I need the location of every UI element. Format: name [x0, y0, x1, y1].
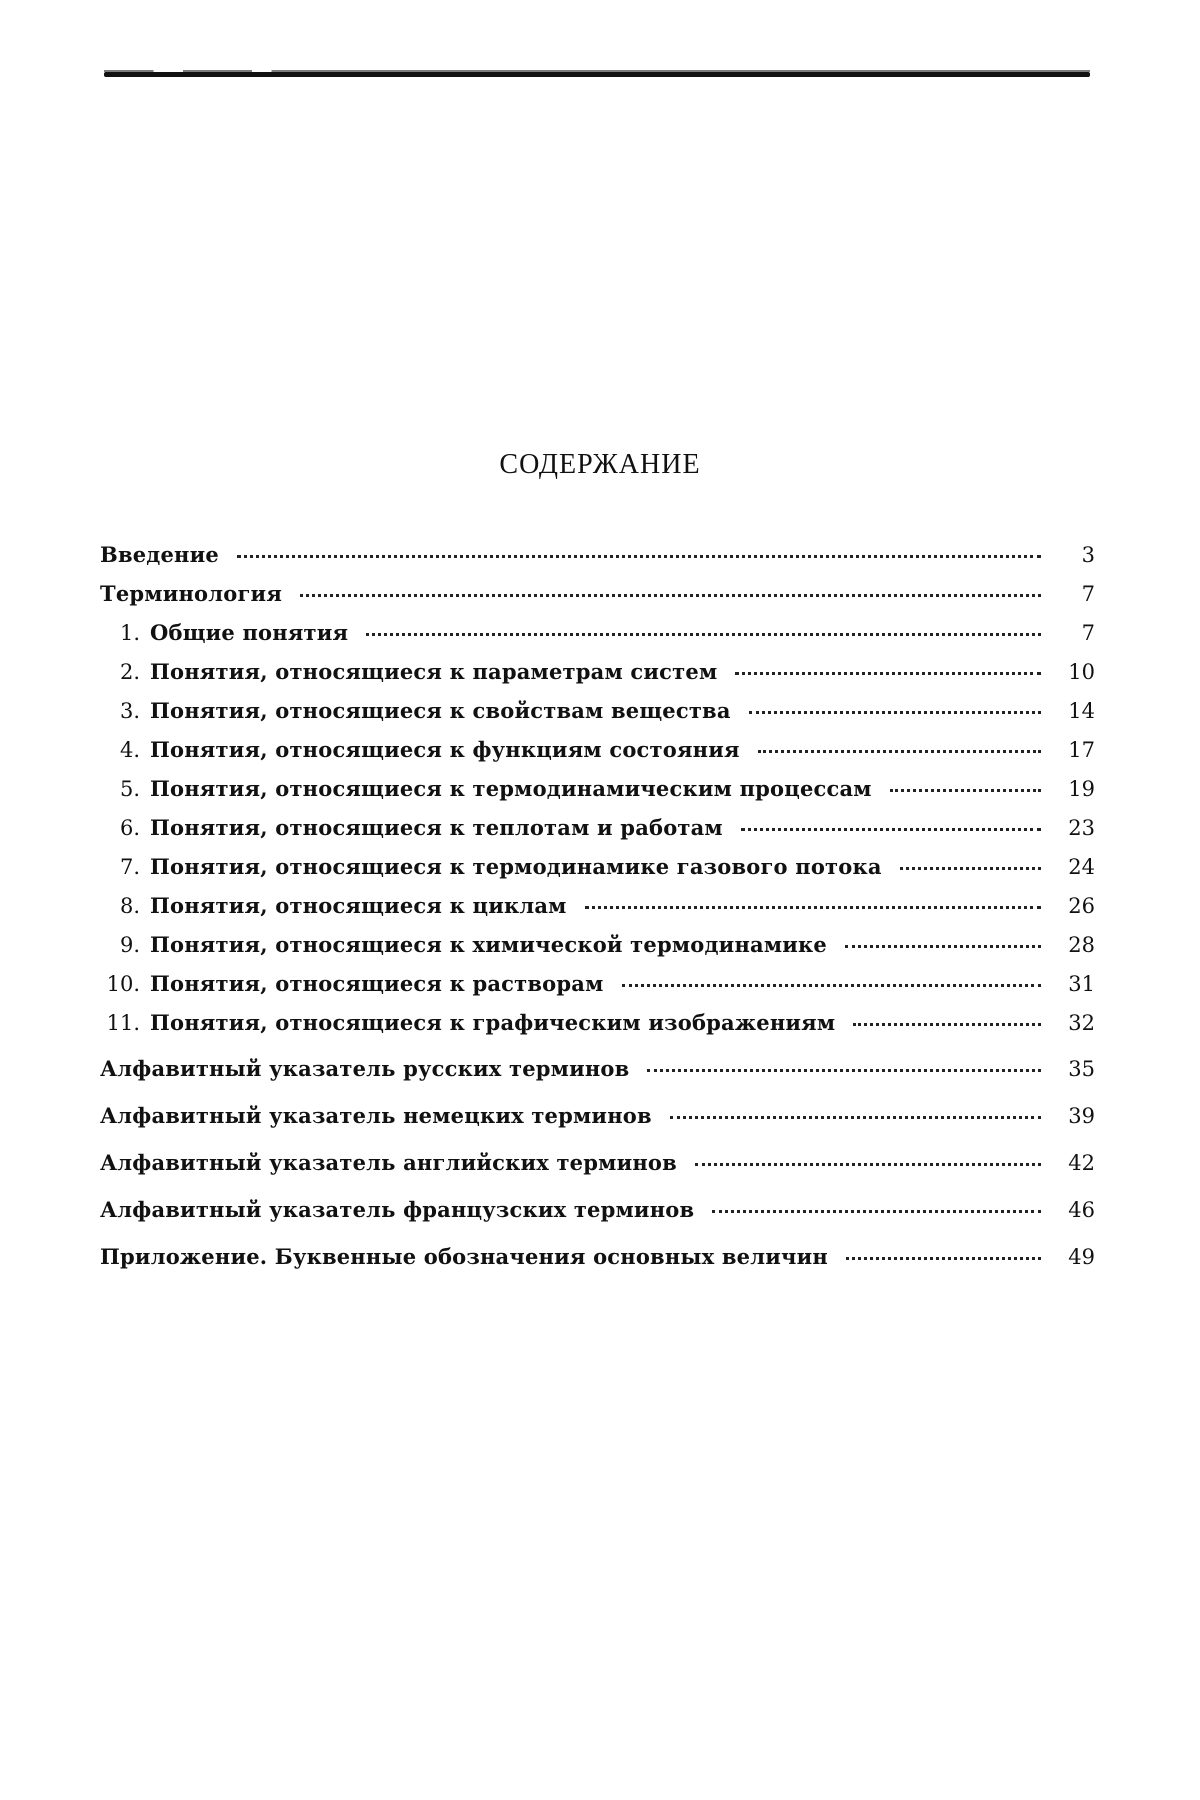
dot-leader — [585, 896, 1041, 909]
toc-entry-label: Понятия, относящиеся к теплотам и работам — [150, 815, 723, 840]
toc-entry-page: 35 — [1068, 1057, 1095, 1081]
dot-leader — [695, 1153, 1041, 1166]
table-of-contents — [100, 535, 1095, 1277]
toc-entry-introduction — [100, 535, 1095, 574]
dot-leader — [890, 779, 1041, 792]
dot-leader — [741, 818, 1041, 831]
toc-entry-appendix — [100, 1237, 1095, 1277]
toc-entry-label: Понятия, относящиеся к функциям состояния — [150, 737, 740, 762]
toc-entry-page: 46 — [1068, 1198, 1095, 1222]
toc-entry-label: Понятия, относящиеся к химической термодинамике — [150, 932, 827, 957]
toc-entry-label: Общие понятия — [150, 620, 349, 645]
toc-entry-label: Понятия, относящиеся к параметрам систем — [150, 659, 718, 684]
toc-entry-state-functions — [100, 730, 1095, 769]
dot-leader — [670, 1106, 1041, 1119]
top-horizontal-rule — [104, 72, 1090, 77]
dot-leader — [846, 1247, 1041, 1260]
toc-entry-label: Понятия, относящиеся к циклам — [150, 893, 567, 918]
dot-leader — [622, 974, 1041, 987]
toc-entry-graphic-representations — [100, 1003, 1095, 1042]
toc-entry-page: 26 — [1068, 894, 1095, 918]
toc-entry-page: 39 — [1068, 1104, 1095, 1128]
toc-entry-gas-flow-thermodynamics — [100, 847, 1095, 886]
toc-entry-heat-and-work — [100, 808, 1095, 847]
toc-entry-number: 6. — [119, 816, 140, 840]
dot-leader — [300, 584, 1041, 597]
toc-entry-general-concepts — [100, 613, 1095, 652]
toc-entry-number: 3. — [119, 699, 140, 723]
toc-entry-page: 32 — [1068, 1011, 1095, 1035]
toc-entry-page: 28 — [1068, 933, 1095, 957]
toc-entry-page: 7 — [1081, 582, 1095, 606]
toc-entry-number: 2. — [119, 660, 140, 684]
toc-entry-number: 11. — [106, 1011, 140, 1035]
toc-entry-page: 10 — [1068, 660, 1095, 684]
toc-entry-number: 8. — [119, 894, 140, 918]
toc-entry-solutions — [100, 964, 1095, 1003]
toc-entry-terminology — [100, 574, 1095, 613]
toc-entry-label: Понятия, относящиеся к свойствам вещества — [150, 698, 731, 723]
dot-leader — [647, 1059, 1041, 1072]
dot-leader — [712, 1200, 1041, 1213]
toc-entry-label: Алфавитный указатель английских терминов — [100, 1150, 677, 1175]
contents-title: СОДЕРЖАНИЕ — [499, 448, 701, 480]
toc-entry-label: Понятия, относящиеся к термодинамическим процессам — [150, 776, 872, 801]
toc-entry-label: Понятия, относящиеся к растворам — [150, 971, 604, 996]
dot-leader — [853, 1013, 1041, 1026]
toc-entry-label: Алфавитный указатель французских терминов — [100, 1197, 695, 1222]
toc-entry-label: Алфавитный указатель немецких терминов — [100, 1103, 652, 1128]
toc-entry-page: 19 — [1068, 777, 1095, 801]
toc-entry-label: Алфавитный указатель русских терминов — [100, 1056, 630, 1081]
toc-entry-cycles — [100, 886, 1095, 925]
toc-entry-page: 3 — [1081, 543, 1095, 567]
toc-entry-substance-properties — [100, 691, 1095, 730]
toc-entry-german-index — [100, 1096, 1095, 1136]
toc-entry-page: 49 — [1068, 1245, 1095, 1269]
dot-leader — [845, 935, 1041, 948]
toc-entry-number: 4. — [119, 738, 140, 762]
toc-entry-page: 42 — [1068, 1151, 1095, 1175]
toc-entry-page: 31 — [1068, 972, 1095, 996]
toc-entry-label: Понятия, относящиеся к графическим изображениям — [150, 1010, 836, 1035]
dot-leader — [900, 857, 1041, 870]
toc-entry-label: Введение — [100, 542, 219, 567]
toc-entry-number: 9. — [119, 933, 140, 957]
dot-leader — [366, 623, 1041, 636]
toc-entry-page: 7 — [1081, 621, 1095, 645]
toc-entry-number: 1. — [119, 621, 140, 645]
dot-leader — [735, 662, 1041, 675]
toc-entry-english-index — [100, 1143, 1095, 1183]
toc-entry-russian-index — [100, 1049, 1095, 1089]
toc-entry-french-index — [100, 1190, 1095, 1230]
toc-entry-page: 24 — [1068, 855, 1095, 879]
toc-entry-label: Терминология — [100, 581, 283, 606]
toc-entry-thermodynamic-processes — [100, 769, 1095, 808]
toc-entry-label: Понятия, относящиеся к термодинамике газового потока — [150, 854, 882, 879]
toc-entry-system-parameters — [100, 652, 1095, 691]
dot-leader — [758, 740, 1041, 753]
dot-leader — [237, 545, 1041, 558]
dot-leader — [749, 701, 1041, 714]
toc-entry-page: 14 — [1068, 699, 1095, 723]
toc-entry-page: 17 — [1068, 738, 1095, 762]
toc-entry-number: 10. — [106, 972, 140, 996]
toc-entry-number: 5. — [119, 777, 140, 801]
toc-entry-chemical-thermodynamics — [100, 925, 1095, 964]
toc-entry-page: 23 — [1068, 816, 1095, 840]
toc-entry-label: Приложение. Буквенные обозначения основных величин — [100, 1244, 828, 1269]
toc-entry-number: 7. — [119, 855, 140, 879]
